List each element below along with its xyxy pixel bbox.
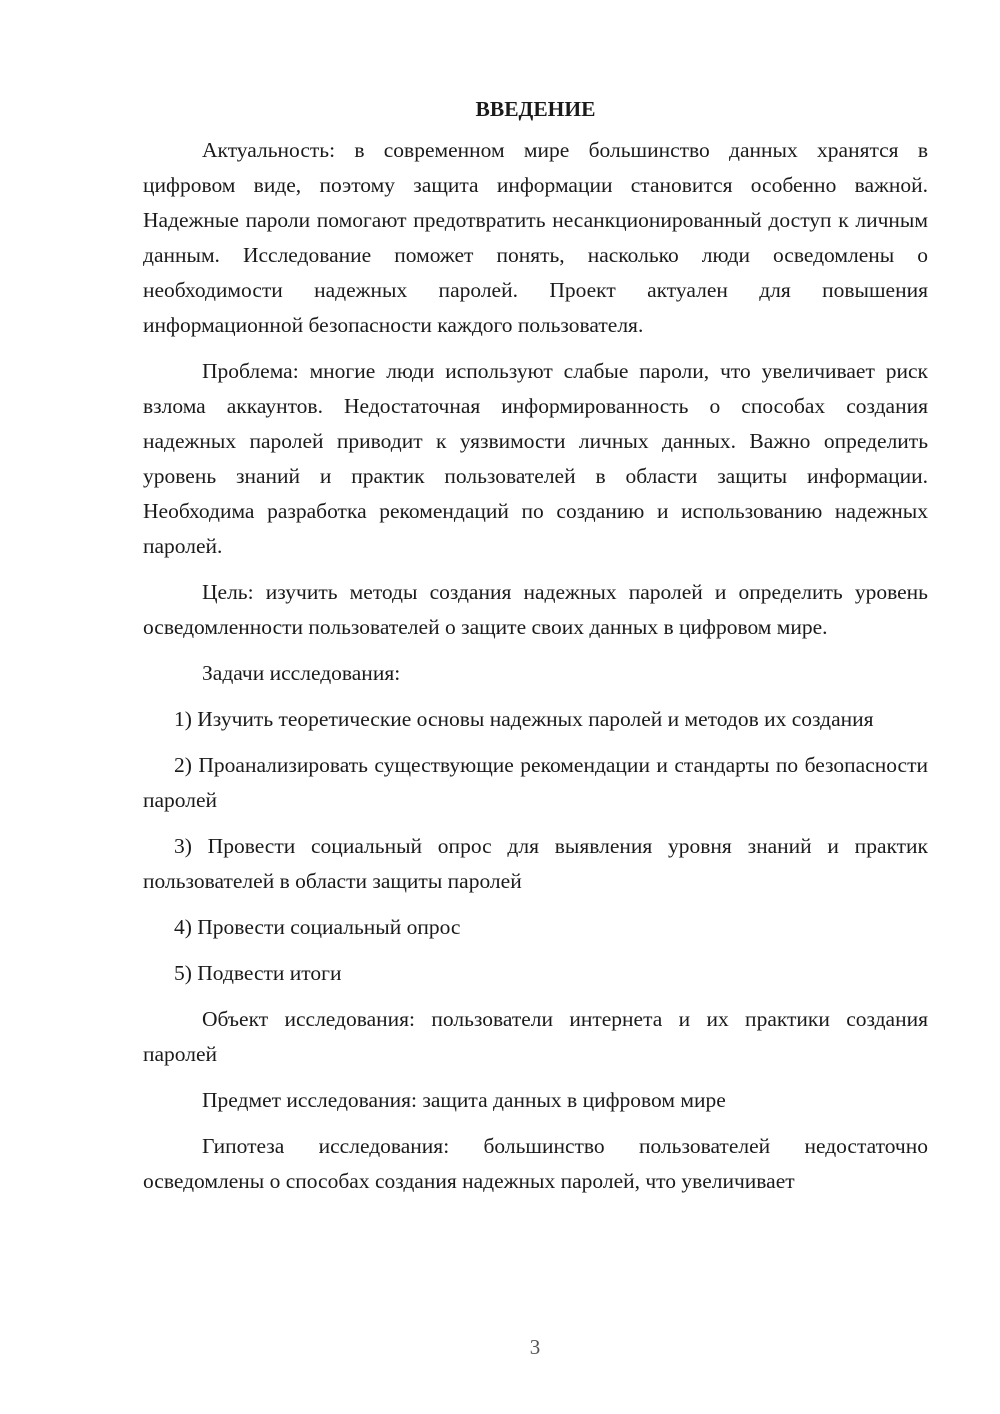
task-item-3: 3) Провести социальный опрос для выявления уровня знаний и практик пользователей в области защиты паролей xyxy=(143,834,928,893)
tasks-title: Задачи исследования: xyxy=(202,661,401,685)
page-number: 3 xyxy=(529,1335,541,1359)
object-paragraph: Объект исследования: пользователи интернета и их практики создания паролей xyxy=(143,1007,928,1066)
task-item-1: 1) Изучить теоретические основы надежных паролей и методов их создания xyxy=(174,707,874,731)
problem-paragraph: Проблема: многие люди используют слабые пароли, что увеличивает риск взлома аккаунтов. Недостаточная информированность о способах создания надежных паролей приводит к уязвимости личных данных. Важно определить уровень знаний и практик пользователей в области защиты информации. Необходима разработка рекомендаций по созданию и использованию надежных паролей. xyxy=(143,359,928,558)
relevance-paragraph: Актуальность: в современном мире большинство данных хранятся в цифровом виде, поэтому защита информации становится особенно важной. Надежные пароли помогают предотвратить несанкционированный доступ к личным данным. Исследование поможет понять, насколько люди осведомлены о необходимости надежных паролей. Проект актуален для повышения информационной безопасности каждого пользователя. xyxy=(143,138,928,337)
goal-paragraph: Цель: изучить методы создания надежных паролей и определить уровень осведомленности пользователей о защите своих данных в цифровом мире. xyxy=(143,580,928,639)
task-item-5: 5) Подвести итоги xyxy=(174,961,342,985)
task-item-4: 4) Провести социальный опрос xyxy=(174,915,461,939)
section-heading: ВВЕДЕНИЕ xyxy=(475,97,596,121)
hypothesis-paragraph: Гипотеза исследования: большинство пользователей недостаточно осведомлены о способах создания надежных паролей, что увеличивает xyxy=(143,1134,928,1193)
subject-paragraph: Предмет исследования: защита данных в цифровом мире xyxy=(202,1088,726,1112)
task-item-2: 2) Проанализировать существующие рекомендации и стандарты по безопасности паролей xyxy=(143,753,928,812)
document-page xyxy=(143,92,928,1199)
